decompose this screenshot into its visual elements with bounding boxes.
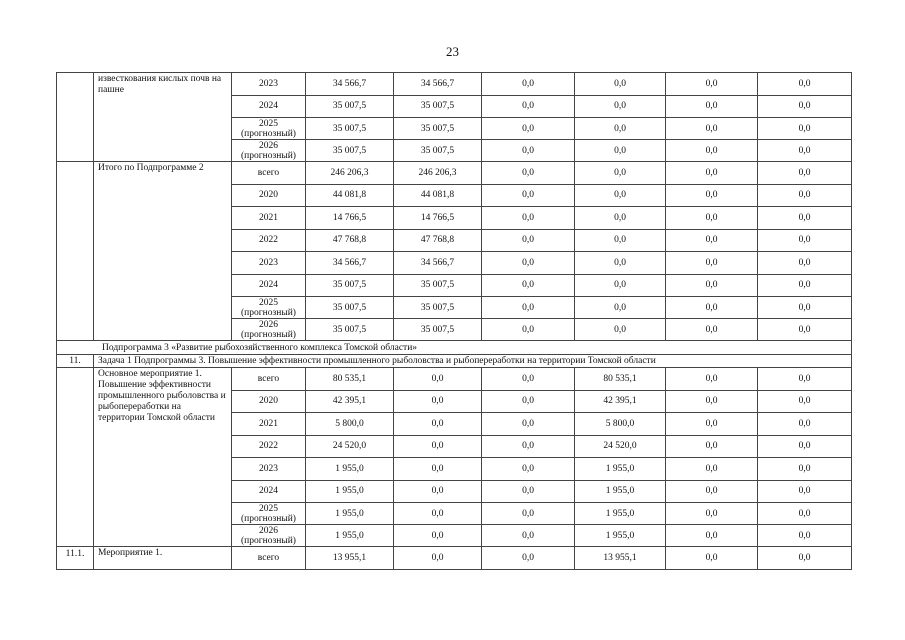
value-cell: 0,0 <box>575 140 666 162</box>
value-cell: 0,0 <box>394 435 482 458</box>
year-cell: всего <box>232 368 306 391</box>
value-cell: 35 007,5 <box>394 140 482 162</box>
value-cell: 0,0 <box>482 413 575 436</box>
value-cell: 0,0 <box>575 162 666 185</box>
year-cell: 2025 (прогнозный) <box>232 503 306 525</box>
year-cell: 2026 (прогнозный) <box>232 319 306 341</box>
value-cell: 0,0 <box>482 319 575 341</box>
year-cell: 2025 (прогнозный) <box>232 297 306 319</box>
value-cell: 0,0 <box>482 297 575 319</box>
year-cell: 2023 <box>232 458 306 481</box>
value-cell: 0,0 <box>575 184 666 207</box>
value-cell: 1 955,0 <box>575 525 666 547</box>
value-cell: 0,0 <box>758 413 852 436</box>
year-cell: 2022 <box>232 435 306 458</box>
table-row <box>57 73 852 96</box>
value-cell: 1 955,0 <box>575 458 666 481</box>
value-cell: 0,0 <box>394 547 482 570</box>
year-cell: 2023 <box>232 73 306 96</box>
table-row <box>57 162 852 185</box>
value-cell: 35 007,5 <box>306 319 394 341</box>
value-cell: 14 766,5 <box>394 207 482 230</box>
value-cell: 0,0 <box>758 184 852 207</box>
value-cell: 0,0 <box>758 480 852 503</box>
value-cell: 0,0 <box>482 162 575 185</box>
value-cell: 34 566,7 <box>394 73 482 96</box>
value-cell: 0,0 <box>575 229 666 252</box>
value-cell: 42 395,1 <box>575 390 666 413</box>
value-cell: 0,0 <box>482 547 575 570</box>
value-cell: 0,0 <box>666 184 758 207</box>
value-cell: 0,0 <box>575 73 666 96</box>
year-cell: 2024 <box>232 274 306 297</box>
value-cell: 0,0 <box>666 319 758 341</box>
value-cell: 0,0 <box>575 297 666 319</box>
activity-name-cell: Мероприятие 1. <box>94 547 232 570</box>
value-cell: 0,0 <box>575 252 666 275</box>
value-cell: 0,0 <box>758 95 852 118</box>
value-cell: 0,0 <box>666 525 758 547</box>
year-cell: 2021 <box>232 413 306 436</box>
value-cell: 0,0 <box>394 368 482 391</box>
value-cell: 0,0 <box>575 319 666 341</box>
value-cell: 0,0 <box>666 95 758 118</box>
value-cell: 246 206,3 <box>394 162 482 185</box>
value-cell: 44 081,8 <box>306 184 394 207</box>
value-cell: 0,0 <box>758 503 852 525</box>
value-cell: 0,0 <box>666 73 758 96</box>
value-cell: 0,0 <box>575 207 666 230</box>
value-cell: 35 007,5 <box>394 274 482 297</box>
value-cell: 0,0 <box>758 458 852 481</box>
value-cell: 0,0 <box>666 297 758 319</box>
value-cell: 1 955,0 <box>306 525 394 547</box>
value-cell: 0,0 <box>666 140 758 162</box>
year-cell: 2026 (прогнозный) <box>232 140 306 162</box>
value-cell: 35 007,5 <box>394 95 482 118</box>
value-cell: 35 007,5 <box>306 118 394 140</box>
value-cell: 0,0 <box>666 229 758 252</box>
value-cell: 0,0 <box>666 118 758 140</box>
page-number: 23 <box>446 44 459 59</box>
value-cell: 42 395,1 <box>306 390 394 413</box>
table-row <box>57 368 852 391</box>
value-cell: 0,0 <box>758 252 852 275</box>
value-cell: 0,0 <box>758 435 852 458</box>
value-cell: 0,0 <box>394 480 482 503</box>
value-cell: 1 955,0 <box>306 480 394 503</box>
value-cell: 35 007,5 <box>394 297 482 319</box>
value-cell: 0,0 <box>482 184 575 207</box>
year-cell: 2022 <box>232 229 306 252</box>
value-cell: 0,0 <box>394 525 482 547</box>
value-cell: 0,0 <box>758 229 852 252</box>
row-number-cell <box>57 162 94 341</box>
value-cell: 0,0 <box>666 162 758 185</box>
value-cell: 0,0 <box>666 547 758 570</box>
table-body <box>57 73 852 570</box>
value-cell: 1 955,0 <box>306 503 394 525</box>
value-cell: 44 081,8 <box>394 184 482 207</box>
value-cell: 0,0 <box>758 525 852 547</box>
value-cell: 1 955,0 <box>575 503 666 525</box>
value-cell: 0,0 <box>666 435 758 458</box>
value-cell: 0,0 <box>758 140 852 162</box>
row-number-cell <box>57 73 94 162</box>
activity-name-cell: Итого по Подпрограмме 2 <box>94 162 232 341</box>
value-cell: 0,0 <box>666 390 758 413</box>
value-cell: 34 566,7 <box>306 252 394 275</box>
budget-table <box>56 72 852 570</box>
value-cell: 0,0 <box>666 368 758 391</box>
value-cell: 0,0 <box>758 162 852 185</box>
task-text: Задача 1 Подпрограммы 3. Повышение эффективности промышленного рыболовства и рыбопереработки на территории Томской области <box>94 355 852 368</box>
year-cell: всего <box>232 162 306 185</box>
activity-name-cell: известкования кислых почв на пашне <box>94 73 232 162</box>
value-cell: 0,0 <box>758 207 852 230</box>
value-cell: 0,0 <box>758 118 852 140</box>
value-cell: 47 768,8 <box>394 229 482 252</box>
value-cell: 0,0 <box>482 229 575 252</box>
subprogram-heading: Подпрограмма 3 «Развитие рыбохозяйственного комплекса Томской области» <box>57 341 852 355</box>
value-cell: 35 007,5 <box>306 140 394 162</box>
value-cell: 0,0 <box>482 503 575 525</box>
value-cell: 35 007,5 <box>394 118 482 140</box>
task-number: 11. <box>57 355 94 368</box>
value-cell: 0,0 <box>666 252 758 275</box>
value-cell: 0,0 <box>666 480 758 503</box>
value-cell: 0,0 <box>394 503 482 525</box>
year-cell: 2026 (прогнозный) <box>232 525 306 547</box>
value-cell: 0,0 <box>758 368 852 391</box>
value-cell: 0,0 <box>758 319 852 341</box>
value-cell: 0,0 <box>758 274 852 297</box>
value-cell: 24 520,0 <box>306 435 394 458</box>
value-cell: 0,0 <box>482 458 575 481</box>
value-cell: 0,0 <box>394 390 482 413</box>
table-row <box>57 547 852 570</box>
value-cell: 35 007,5 <box>306 297 394 319</box>
value-cell: 0,0 <box>394 413 482 436</box>
value-cell: 34 566,7 <box>306 73 394 96</box>
value-cell: 0,0 <box>666 458 758 481</box>
value-cell: 0,0 <box>482 118 575 140</box>
value-cell: 0,0 <box>575 274 666 297</box>
year-cell: 2025 (прогнозный) <box>232 118 306 140</box>
value-cell: 0,0 <box>758 73 852 96</box>
subprogram-heading-row <box>57 341 852 355</box>
row-number-cell <box>57 368 94 547</box>
value-cell: 35 007,5 <box>306 95 394 118</box>
value-cell: 13 955,1 <box>575 547 666 570</box>
value-cell: 0,0 <box>758 297 852 319</box>
value-cell: 5 800,0 <box>306 413 394 436</box>
value-cell: 5 800,0 <box>575 413 666 436</box>
value-cell: 0,0 <box>666 413 758 436</box>
value-cell: 1 955,0 <box>306 458 394 481</box>
value-cell: 246 206,3 <box>306 162 394 185</box>
value-cell: 0,0 <box>666 503 758 525</box>
value-cell: 0,0 <box>482 525 575 547</box>
value-cell: 0,0 <box>482 73 575 96</box>
year-cell: 2020 <box>232 184 306 207</box>
value-cell: 0,0 <box>482 207 575 230</box>
value-cell: 0,0 <box>482 274 575 297</box>
year-cell: 2021 <box>232 207 306 230</box>
value-cell: 0,0 <box>575 95 666 118</box>
value-cell: 0,0 <box>758 547 852 570</box>
value-cell: 0,0 <box>482 252 575 275</box>
value-cell: 80 535,1 <box>306 368 394 391</box>
value-cell: 0,0 <box>482 480 575 503</box>
value-cell: 34 566,7 <box>394 252 482 275</box>
year-cell: 2023 <box>232 252 306 275</box>
value-cell: 0,0 <box>575 118 666 140</box>
value-cell: 0,0 <box>666 274 758 297</box>
value-cell: 47 768,8 <box>306 229 394 252</box>
value-cell: 0,0 <box>482 140 575 162</box>
activity-name-cell: Основное мероприятие 1. Повышение эффективности промышленного рыболовства и рыбопереработки на территории Томской области <box>94 368 232 547</box>
value-cell: 0,0 <box>758 390 852 413</box>
value-cell: 35 007,5 <box>306 274 394 297</box>
value-cell: 1 955,0 <box>575 480 666 503</box>
value-cell: 35 007,5 <box>394 319 482 341</box>
year-cell: 2024 <box>232 480 306 503</box>
year-cell: всего <box>232 547 306 570</box>
value-cell: 24 520,0 <box>575 435 666 458</box>
value-cell: 0,0 <box>482 435 575 458</box>
value-cell: 0,0 <box>394 458 482 481</box>
task-row <box>57 355 852 368</box>
value-cell: 13 955,1 <box>306 547 394 570</box>
year-cell: 2024 <box>232 95 306 118</box>
value-cell: 0,0 <box>482 390 575 413</box>
value-cell: 14 766,5 <box>306 207 394 230</box>
value-cell: 80 535,1 <box>575 368 666 391</box>
year-cell: 2020 <box>232 390 306 413</box>
value-cell: 0,0 <box>482 368 575 391</box>
value-cell: 0,0 <box>666 207 758 230</box>
row-number-cell: 11.1. <box>57 547 94 570</box>
value-cell: 0,0 <box>482 95 575 118</box>
